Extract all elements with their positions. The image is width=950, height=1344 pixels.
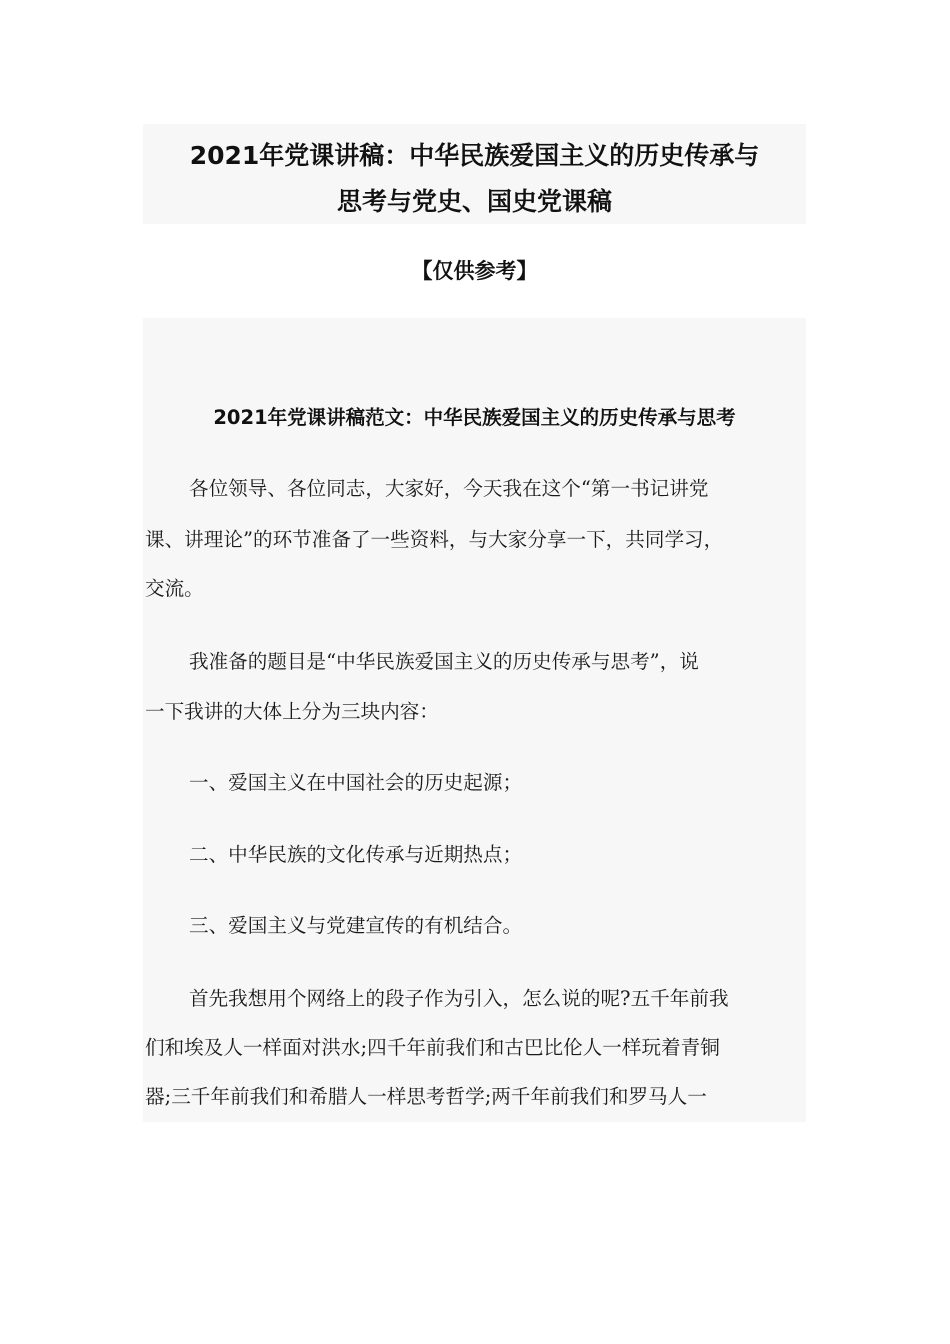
paragraph-line: 交流。 <box>145 577 204 600</box>
list-item: 一、爱国主义在中国社会的历史起源； <box>189 771 523 794</box>
paragraph-line: 首先我想用个网络上的段子作为引入，怎么说的呢?五千年前我 <box>189 987 729 1010</box>
paragraph-line: 一下我讲的大体上分为三块内容： <box>145 700 439 723</box>
list-item: 二、中华民族的文化传承与近期热点； <box>189 843 523 866</box>
reference-only-note: 【仅供参考】 <box>411 259 538 283</box>
document-title-line-1: 2021年党课讲稿：中华民族爱国主义的历史传承与 <box>189 141 760 170</box>
paragraph-line: 们和埃及人一样面对洪水;四千年前我们和古巴比伦人一样玩着青铜 <box>145 1036 720 1059</box>
paragraph-line: 我准备的题目是“中华民族爱国主义的历史传承与思考”，说 <box>189 650 699 673</box>
document-title-block <box>143 124 806 224</box>
document-body <box>143 318 806 1122</box>
paragraph-line: 器;三千年前我们和希腊人一样思考哲学;两千年前我们和罗马人一 <box>145 1085 707 1108</box>
paragraph-line: 课、讲理论”的环节准备了一些资料，与大家分享一下，共同学习， <box>145 528 724 551</box>
paragraph-line: 各位领导、各位同志，大家好，今天我在这个“第一书记讲党 <box>189 477 709 500</box>
section-heading: 2021年党课讲稿范文：中华民族爱国主义的历史传承与思考 <box>213 406 736 429</box>
list-item: 三、爱国主义与党建宣传的有机结合。 <box>189 914 523 937</box>
document-title-line-2: 思考与党史、国史党课稿 <box>336 187 612 216</box>
